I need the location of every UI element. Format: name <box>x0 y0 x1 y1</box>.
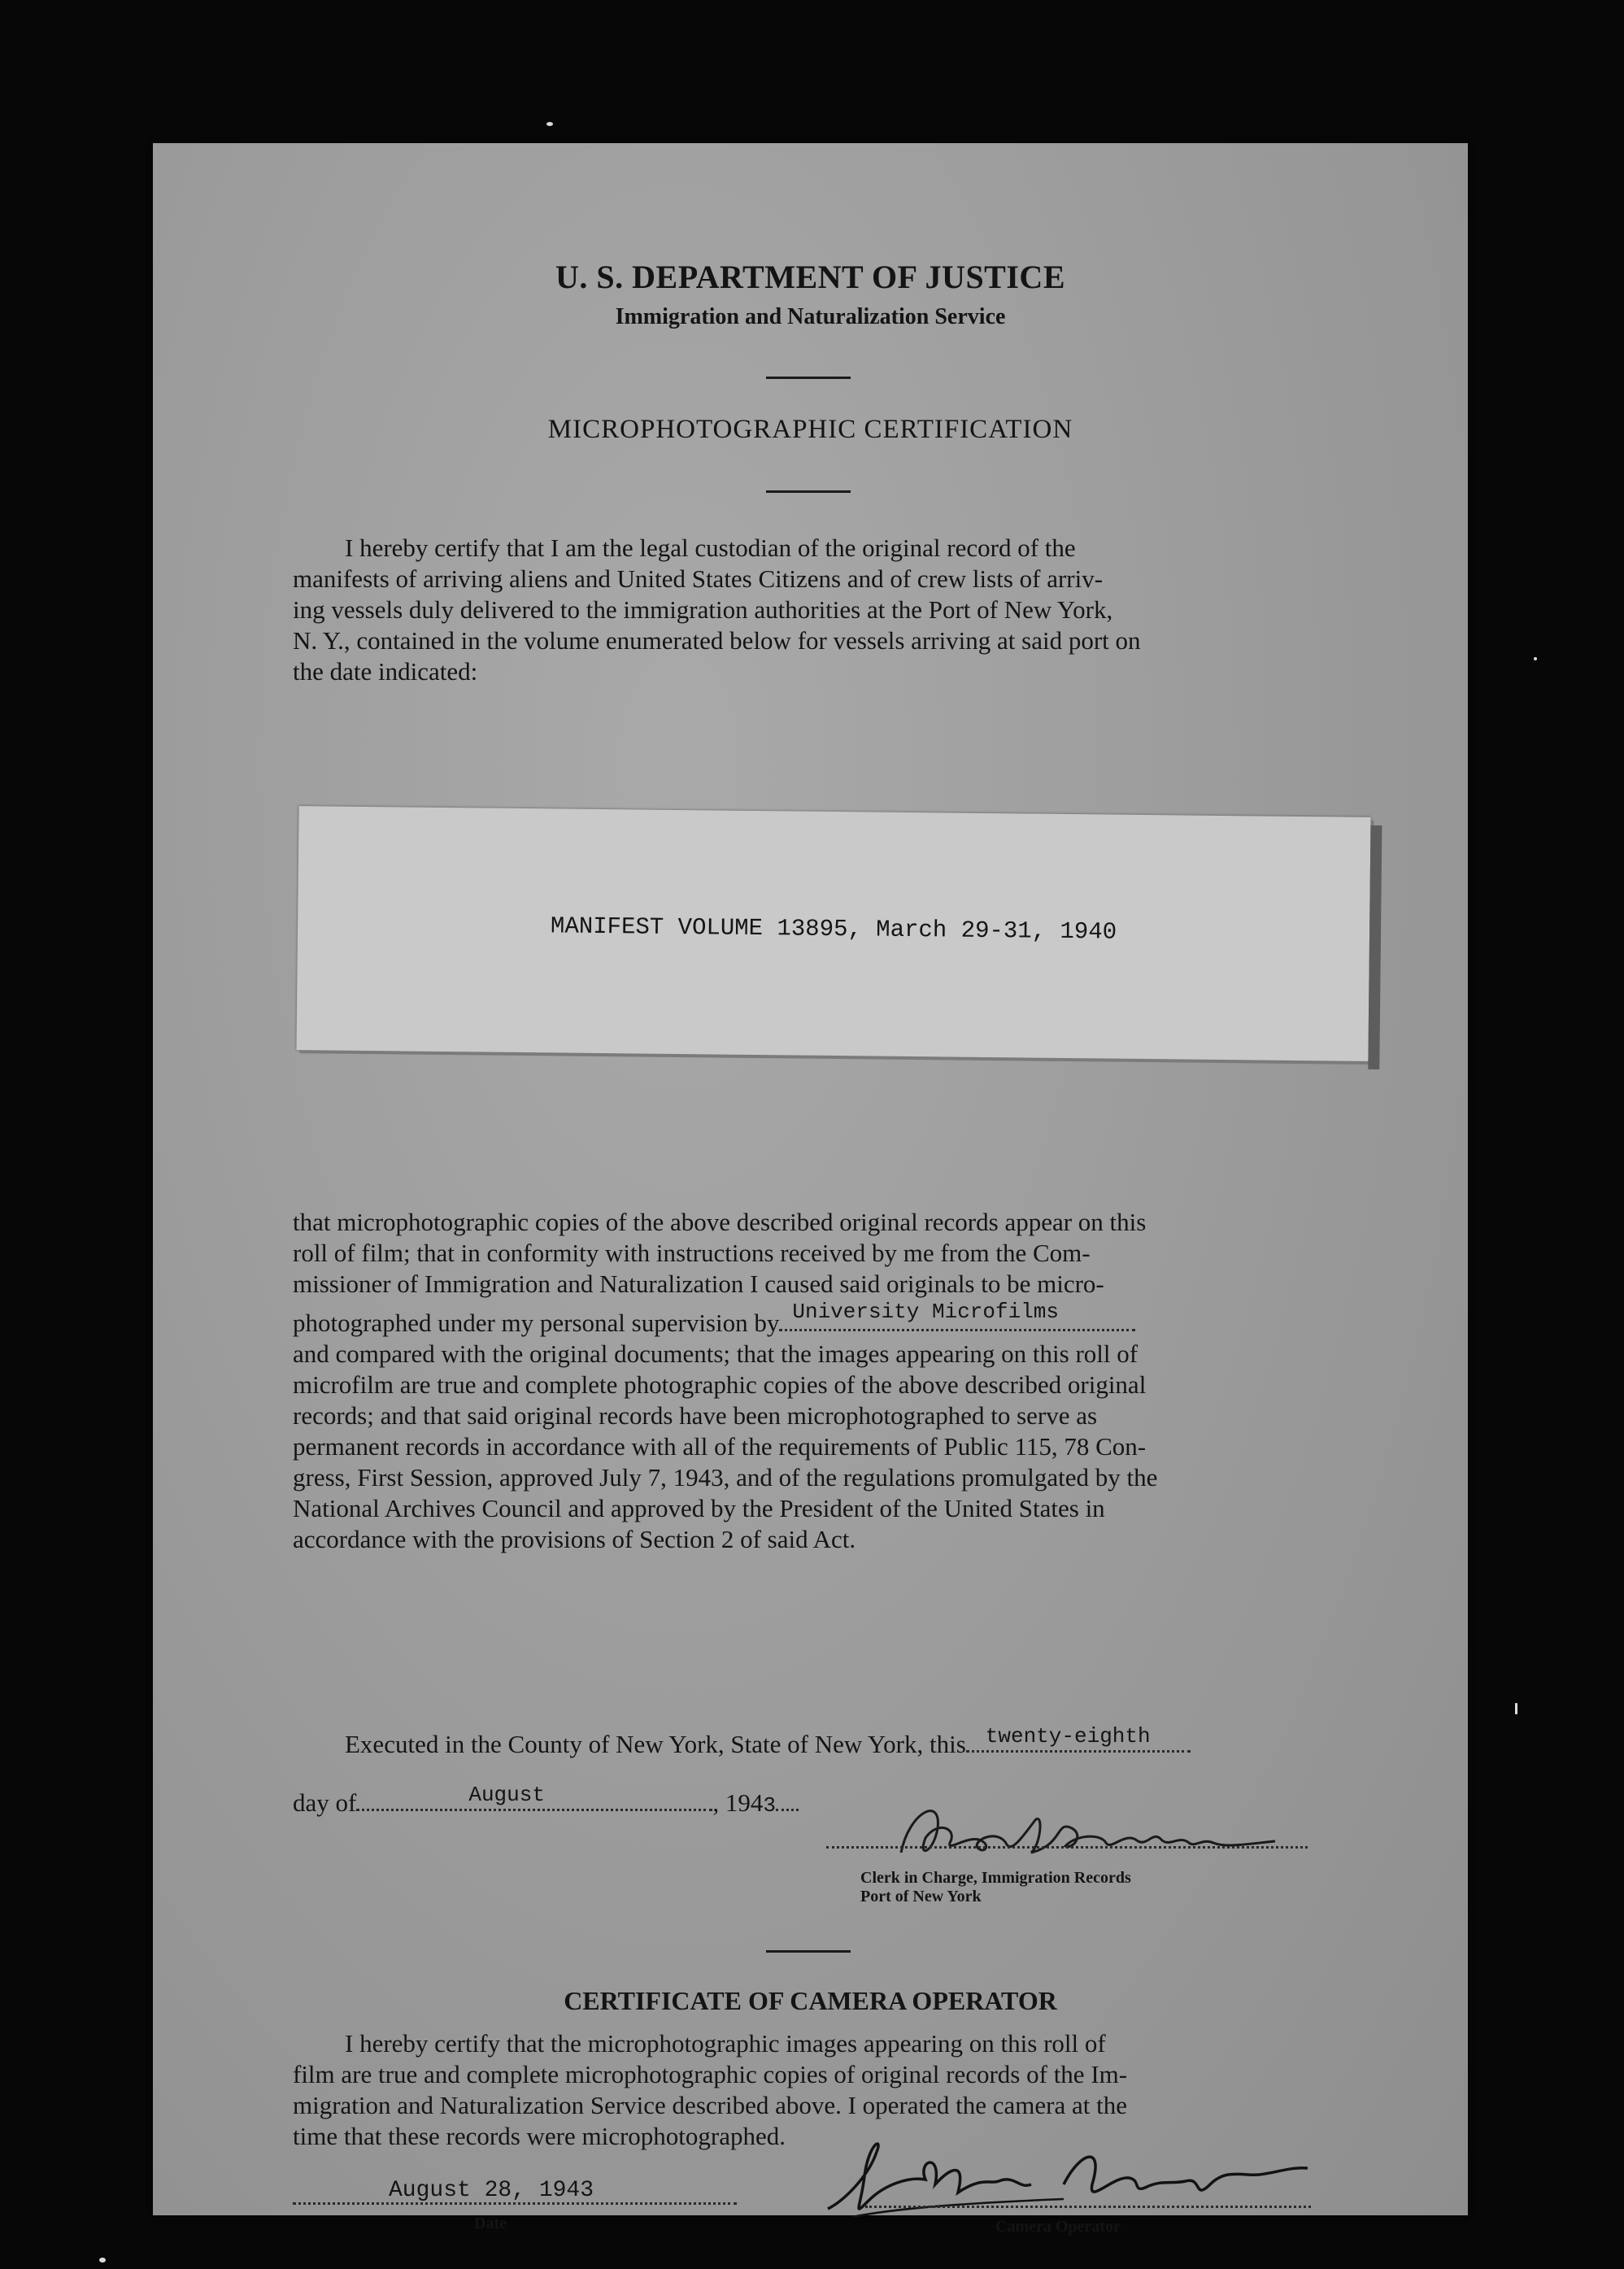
text-line: manifests of arriving aliens and United States Citizens and of crew lists of arriv- <box>293 564 1104 593</box>
year-prefix: , 194 <box>712 1788 764 1817</box>
camera-certificate-heading: CERTIFICATE OF CAMERA OPERATOR <box>564 1986 1057 2015</box>
intro-paragraph <box>293 533 1478 687</box>
text-line: time that these records were microphotographed. <box>293 2122 786 2150</box>
clerk-title-line: Clerk in Charge, Immigration Records <box>860 1869 1131 1887</box>
text-line: National Archives Council and approved by the President of the United States in <box>293 1494 1105 1522</box>
day-of-line <box>293 1783 799 1818</box>
text-line: ing vessels duly delivered to the immigration authorities at the Port of New York, <box>293 595 1113 624</box>
volume-label-slip <box>296 806 1370 1061</box>
supervisor-field <box>779 1300 1135 1331</box>
date-value: August 28, 1943 <box>389 2178 594 2203</box>
year-dots <box>776 1788 799 1811</box>
clerk-signature-line <box>826 1846 1308 1849</box>
service-subtitle: Immigration and Naturalization Service <box>615 304 1006 329</box>
text-line: and compared with the original documents; that the images appearing on this roll of <box>293 1339 1139 1368</box>
department-title: U. S. DEPARTMENT OF JUSTICE <box>555 259 1065 295</box>
volume-label-text: MANIFEST VOLUME 13895, March 29-31, 1940 <box>550 912 1117 946</box>
text-line: N. Y., contained in the volume enumerated below for vessels arriving at said port on <box>293 626 1141 655</box>
text-line: I hereby certify that the microphotographic images appearing on this roll of <box>345 2029 1106 2058</box>
text-line: permanent records in accordance with all of the requirements of Public 115, 78 Con- <box>293 1432 1147 1461</box>
certification-heading: MICROPHOTOGRAPHIC CERTIFICATION <box>547 415 1073 444</box>
day-of-label: day of <box>293 1788 357 1817</box>
month-field <box>356 1783 712 1811</box>
text-line: missioner of Immigration and Naturalization I caused said originals to be micro- <box>293 1270 1104 1298</box>
scan-speck <box>546 122 553 126</box>
text-line: roll of film; that in conformity with instructions received by me from the Com- <box>293 1239 1091 1267</box>
text-line: the date indicated: <box>293 657 478 686</box>
text-line: film are true and complete microphotographic copies of original records of the Im- <box>293 2060 1128 2088</box>
executed-prefix: Executed in the County of New York, State of New York, this <box>345 1730 966 1758</box>
month-value: August <box>468 1783 545 1807</box>
text-line: gress, First Session, approved July 7, 1943, and of the regulations promulgated by the <box>293 1463 1158 1492</box>
clerk-title-line: Port of New York <box>860 1888 982 1905</box>
operator-signature <box>820 2127 1324 2225</box>
supervision-line <box>293 1300 1478 1339</box>
divider <box>766 377 851 379</box>
year-digit: 3 <box>763 1793 776 1818</box>
text-line: migration and Naturalization Service described above. I operated the camera at the <box>293 2091 1127 2119</box>
text-line: I hereby certify that I am the legal custodian of the original record of the <box>345 533 1076 562</box>
executed-day-field <box>966 1724 1191 1753</box>
scan-speck <box>99 2258 106 2262</box>
text-line: microfilm are true and complete photographic copies of the above described original <box>293 1370 1147 1399</box>
supervisor-name: University Microfilms <box>792 1300 1060 1324</box>
executed-day: twenty-eighth <box>985 1724 1151 1749</box>
scan-speck <box>1515 1703 1517 1714</box>
text-line: records; and that said original records have been microphotographed to serve as <box>293 1401 1098 1430</box>
operator-label: Camera Operator <box>995 2218 1121 2236</box>
text-line: accordance with the provisions of Section 2 of said Act. <box>293 1525 856 1553</box>
executed-line <box>345 1724 1191 1759</box>
date-label: Date <box>474 2215 507 2232</box>
text-line: that microphotographic copies of the above described original records appear on this <box>293 1208 1147 1236</box>
clerk-title <box>860 1869 1131 1906</box>
body-paragraph <box>293 1207 1478 1555</box>
divider <box>766 490 851 493</box>
operator-signature-line <box>865 2206 1311 2208</box>
supervision-prefix: photographed under my personal supervision by <box>293 1309 780 1337</box>
certificate-sheet <box>153 143 1468 2236</box>
divider <box>766 1950 851 1953</box>
scan-speck <box>1534 657 1537 660</box>
clerk-signature <box>893 1796 1332 1869</box>
